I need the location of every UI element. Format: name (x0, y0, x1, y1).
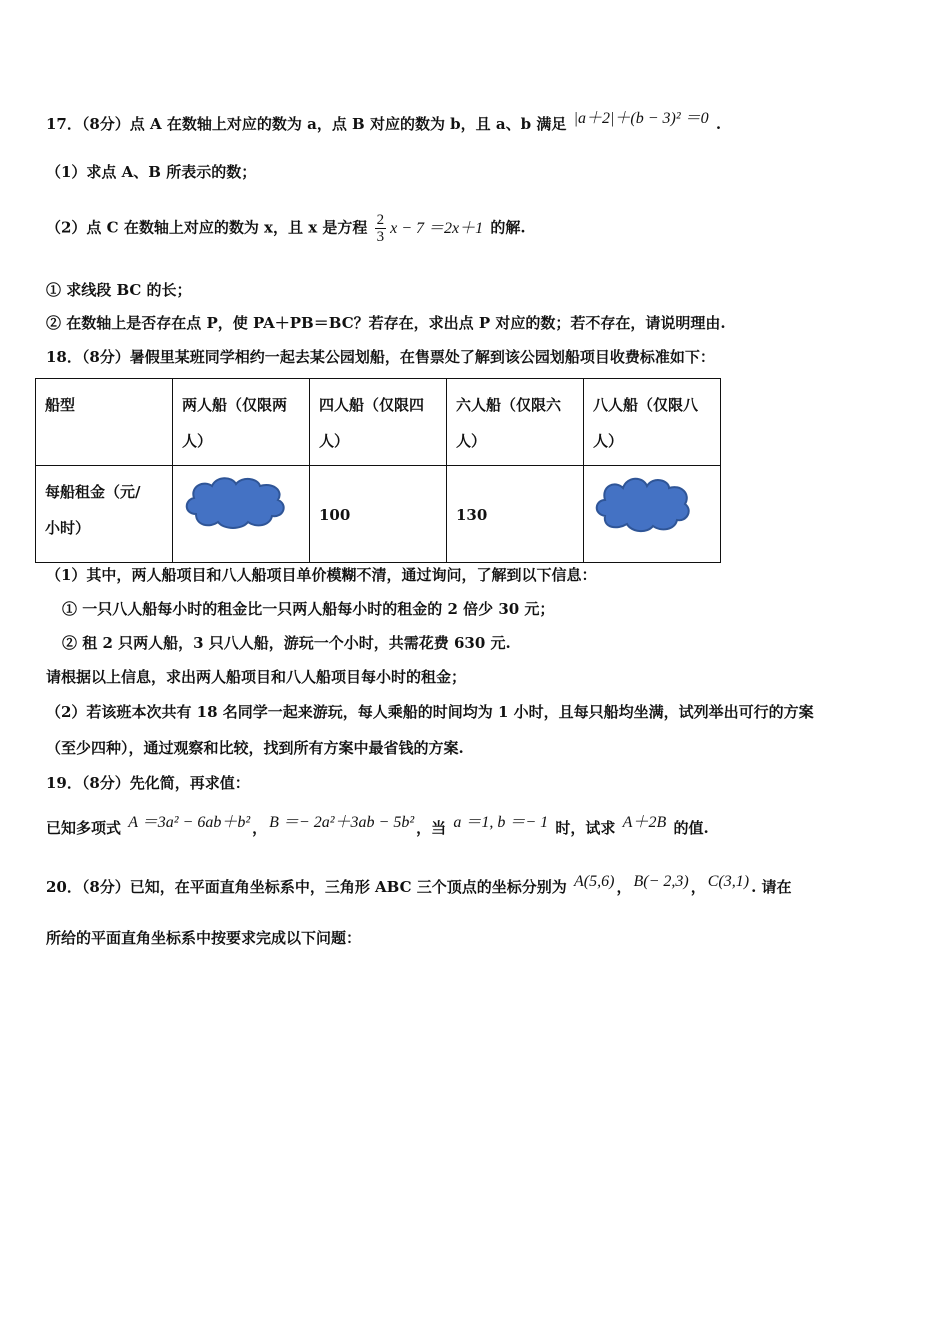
q20-line1 (46, 873, 792, 898)
header-eight-line1: 八人船（仅限八 (593, 396, 699, 414)
header-six-person (447, 379, 584, 466)
q20-comma-2: ， (690, 878, 706, 896)
header-boat-type (36, 379, 173, 466)
q17-equation: x − 7 ＝2x＋1 (390, 219, 484, 237)
q19-body (46, 814, 709, 839)
q19-then: 时，试求 (555, 819, 616, 837)
q18-info2: ② 租 2 只两人船，3 只八人船，游玩一个小时，共需花费 630 元. (62, 634, 511, 652)
blurred-cloud-icon (182, 474, 290, 530)
q20-point-c: C(3,1) (707, 873, 750, 890)
row-label-price (36, 466, 173, 563)
q17-fraction-num: 2 (376, 212, 385, 228)
q17-condition: |a＋2|＋(b − 3)² ＝0 (573, 110, 709, 127)
q17-intro: 17．（8分）点 A 在数轴上对应的数为 a，点 B 对应的数为 b，且 a、b 满足 (46, 115, 567, 133)
q20-tail: . 请在 (751, 878, 792, 896)
price-eight-person (584, 466, 721, 563)
q17-sub2: ② 在数轴上是否存在点 P，使 PA＋PB＝BC？若存在，求出点 P 对应的数；若不存在，请说明理由. (46, 314, 726, 332)
header-eight-person (584, 379, 721, 466)
header-two-line1: 两人船（仅限两 (182, 396, 288, 414)
header-four-line2: 人） (319, 432, 350, 450)
q19-lead: 已知多项式 (46, 819, 122, 837)
row-label-line1: 每船租金（元/ (45, 483, 141, 501)
price-two-person (173, 466, 310, 563)
price-four-person: 100 (310, 466, 447, 563)
q18-info1: ① 一只八人船每小时的租金比一只两人船每小时的租金的 2 倍少 30 元； (62, 600, 555, 618)
q20-point-a: A(5,6) (574, 873, 615, 890)
q17-line1 (46, 110, 722, 135)
q18-ask: 请根据以上信息，求出两人船项目和八人船项目每小时的租金； (46, 668, 467, 686)
q19-expr-b: B ＝− 2a²＋3ab − 5b² (269, 814, 415, 831)
q17-part2-tail: 的解. (490, 218, 526, 237)
q18-part2-line1: （2）若该班本次共有 18 名同学一起来游玩，每人乘船的时间均为 1 小时，且每只船均坐满，试列举出可行的方案 (46, 703, 814, 721)
header-two-person (173, 379, 310, 466)
q18-part1: （1）其中，两人船项目和八人船项目单价模糊不清，通过询问，了解到以下信息： (46, 566, 597, 584)
blurred-cloud-icon (593, 474, 693, 534)
boat-fee-table (35, 378, 721, 563)
row-label-line2: 小时） (45, 519, 91, 537)
q18-intro: 18．（8分）暑假里某班同学相约一起去某公园划船，在售票处了解到该公园划船项目收费标准如下： (46, 348, 715, 366)
cloud-shape-eight (597, 479, 689, 531)
q20-intro: 20．（8分）已知，在平面直角坐标系中，三角形 ABC 三个顶点的坐标分别为 (46, 878, 567, 896)
q19-values: a ＝1, b ＝− 1 (453, 814, 549, 831)
header-six-line1: 六人船（仅限六 (456, 396, 562, 414)
q17-part2 (46, 212, 526, 245)
q19-tail: 的值. (673, 819, 709, 837)
header-two-line2: 人） (182, 432, 213, 450)
q17-fraction (375, 212, 387, 245)
q19-comma: ， (252, 819, 268, 837)
cloud-shape-two (187, 478, 284, 528)
header-four-person (310, 379, 447, 466)
price-six-person: 130 (447, 466, 584, 563)
q17-sub1: ① 求线段 BC 的长； (46, 281, 192, 299)
q19-target: A＋2B (622, 814, 667, 831)
q18-part2-line2: （至少四种），通过观察和比较，找到所有方案中最省钱的方案. (46, 739, 464, 757)
q20-point-b: B(− 2,3) (633, 873, 689, 890)
q17-end: . (715, 115, 722, 133)
q20-line2: 所给的平面直角坐标系中按要求完成以下问题： (46, 929, 362, 947)
header-boat-type-text: 船型 (45, 396, 76, 414)
q19-intro: 19．（8分）先化简，再求值： (46, 774, 250, 792)
q20-comma-1: ， (616, 878, 632, 896)
table-header-row (36, 379, 721, 466)
header-four-line1: 四人船（仅限四 (319, 396, 425, 414)
q19-when: ，当 (416, 819, 447, 837)
q17-fraction-den: 3 (376, 229, 385, 245)
header-six-line2: 人） (456, 432, 487, 450)
q19-expr-a: A ＝3a² − 6ab＋b² (128, 814, 251, 831)
table-price-row (36, 466, 721, 563)
header-eight-line2: 人） (593, 432, 624, 450)
q17-part2-text: （2）点 C 在数轴上对应的数为 x，且 x 是方程 (46, 218, 368, 237)
q17-part1: （1）求点 A、B 所表示的数； (46, 163, 257, 181)
